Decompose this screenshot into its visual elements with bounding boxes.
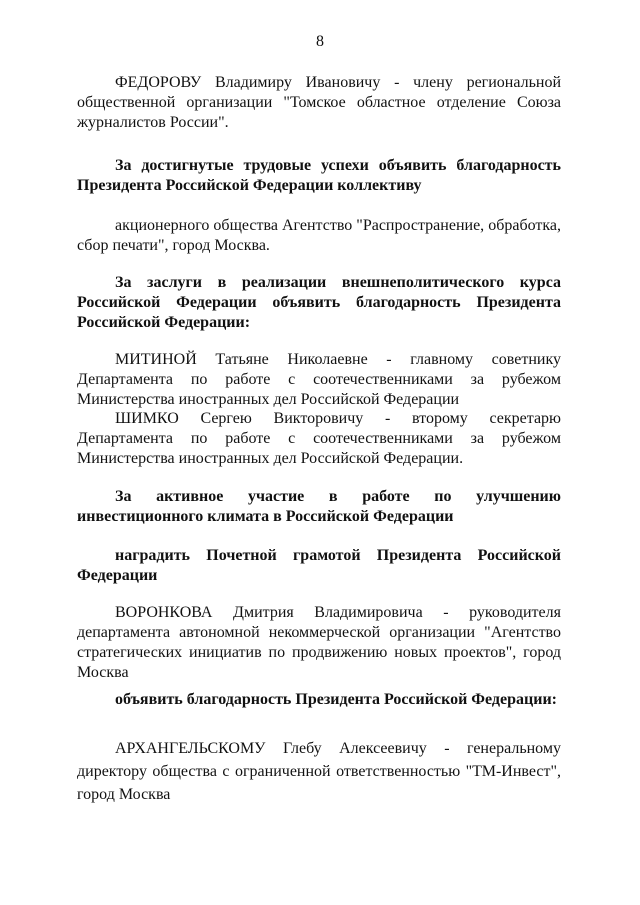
section-heading-labor-success: За достигнутые трудовые успехи объявить благодарность Президента Российской Федерации коллективу: [77, 157, 561, 194]
section-heading-investment-climate: За активное участие в работе по улучшению инвестиционного климата в Российской Федерации: [77, 488, 561, 525]
award-paragraph-shimko: ШИМКО Сергею Викторовичу - второму секретарю Департамента по работе с соотечественниками за рубежом Министерства иностранных дел Российской Федерации.: [77, 410, 561, 467]
award-paragraph-arkhangelsky: АРХАНГЕЛЬСКОМУ Глебу Алексеевичу - генеральному директору общества с ограниченной ответственностью "ТМ-Инвест", город Москва: [77, 740, 561, 803]
award-paragraph-agency: акционерного общества Агентство "Распространение, обработка, сбор печати", город Москва.: [77, 217, 561, 254]
section-heading-gratitude: объявить благодарность Президента Российской Федерации:: [115, 691, 557, 708]
page-number: 8: [316, 33, 324, 50]
award-paragraph-voronkov: ВОРОНКОВА Дмитрия Владимировича - руководителя департамента автономной некоммерческой организации "Агентство стратегических инициатив по продвижению новых проектов", город Москва: [77, 604, 561, 681]
section-heading-honorary-diploma: наградить Почетной грамотой Президента Российской Федерации: [77, 547, 561, 584]
award-paragraph-fedorov: ФЕДОРОВУ Владимиру Ивановичу - члену региональной общественной организации "Томское областное отделение Союза журналистов России".: [77, 74, 561, 131]
award-paragraph-mitina: МИТИНОЙ Татьяне Николаевне - главному советнику Департамента по работе с соотечественниками за рубежом Министерства иностранных дел Российской Федерации: [77, 351, 561, 408]
section-heading-foreign-policy: За заслуги в реализации внешнеполитического курса Российской Федерации объявить благодарность Президента Российской Федерации:: [77, 274, 561, 331]
